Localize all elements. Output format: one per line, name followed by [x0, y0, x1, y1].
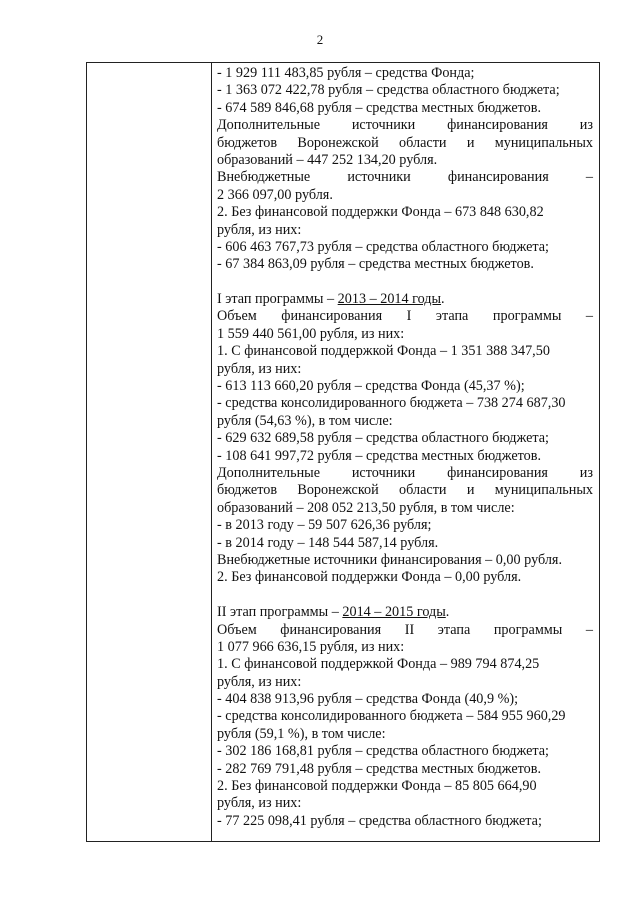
- page-number: 2: [316, 32, 324, 47]
- text-line: - 282 769 791,48 рубля – средства местных бюджетов.: [217, 760, 542, 777]
- text-line: рубля (59,1 %), в том числе:: [217, 725, 386, 742]
- text-line: - 302 186 168,81 рубля – средства областного бюджета;: [217, 743, 549, 760]
- text-line: Дополнительные источники финансирования из: [217, 117, 593, 134]
- text-line: бюджетов Воронежской области и муниципальных: [217, 134, 593, 151]
- text-line: Объем финансирования II этапа программы –: [217, 621, 593, 638]
- text-line: Внебюджетные источники финансирования – 0,00 рубля.: [217, 551, 562, 568]
- text-line: 2. Без финансовой поддержки Фонда – 673 848 630,82: [217, 204, 544, 221]
- text-line: - 613 113 660,20 рубля – средства Фонда (45,37 %);: [217, 378, 525, 395]
- text-line: 2 366 097,00 рубля.: [217, 186, 333, 203]
- text-line: образований – 447 252 134,20 рубля.: [217, 151, 438, 168]
- text-line: - в 2014 году – 148 544 587,14 рубля.: [217, 534, 439, 551]
- column-divider: [211, 63, 212, 841]
- text-line: Внебюджетные источники финансирования –: [217, 169, 593, 186]
- text-line: - 404 838 913,96 рубля – средства Фонда (40,9 %);: [217, 691, 519, 708]
- text-line: 1. С финансовой поддержкой Фонда – 989 794 874,25: [217, 656, 540, 673]
- table-content-cell: [217, 65, 593, 830]
- text-line: Объем финансирования I этапа программы –: [217, 308, 593, 325]
- text-line: рубля, из них:: [217, 221, 302, 238]
- stage-2-section: [217, 604, 593, 830]
- stage-2-title: II этап программы – 2014 – 2015 годы.: [217, 604, 450, 621]
- text-line: образований – 208 052 213,50 рубля, в том числе:: [217, 499, 515, 516]
- stage-1-section: [217, 291, 593, 587]
- text-line: рубля (54,63 %), в том числе:: [217, 412, 393, 429]
- text-line: - в 2013 году – 59 507 626,36 рубля;: [217, 517, 432, 534]
- text-line: - 629 632 689,58 рубля – средства областного бюджета;: [217, 430, 549, 447]
- stage-1-title: I этап программы – 2013 – 2014 годы.: [217, 291, 445, 308]
- text-line: 1 077 966 636,15 рубля, из них:: [217, 638, 405, 655]
- text-line: 2. Без финансовой поддержки Фонда – 0,00 рубля.: [217, 569, 522, 586]
- text-line: - 1 363 072 422,78 рубля – средства областного бюджета;: [217, 82, 560, 99]
- text-line: - 77 225 098,41 рубля – средства областного бюджета;: [217, 812, 542, 829]
- text-line: рубля, из них:: [217, 795, 302, 812]
- text-line: 1. С финансовой поддержкой Фонда – 1 351 388 347,50: [217, 343, 550, 360]
- text-line: рубля, из них:: [217, 360, 302, 377]
- text-line: - 606 463 767,73 рубля – средства областного бюджета;: [217, 238, 549, 255]
- text-line: - средства консолидированного бюджета – 738 274 687,30: [217, 395, 566, 412]
- financing-block: [217, 65, 593, 274]
- text-line: бюджетов Воронежской области и муниципальных: [217, 482, 593, 499]
- text-line: Дополнительные источники финансирования из: [217, 464, 593, 481]
- text-line: - 674 589 846,68 рубля – средства местных бюджетов.: [217, 99, 542, 116]
- text-line: - 1 929 111 483,85 рубля – средства Фонда;: [217, 65, 475, 81]
- text-line: рубля, из них:: [217, 673, 302, 690]
- text-line: - 67 384 863,09 рубля – средства местных бюджетов.: [217, 256, 534, 273]
- text-line: 1 559 440 561,00 рубля, из них:: [217, 325, 405, 342]
- text-line: - средства консолидированного бюджета – 584 955 960,29: [217, 708, 566, 725]
- text-line: 2. Без финансовой поддержки Фонда – 85 805 664,90: [217, 778, 537, 795]
- text-line: - 108 641 997,72 рубля – средства местных бюджетов.: [217, 447, 542, 464]
- document-table: [86, 62, 600, 842]
